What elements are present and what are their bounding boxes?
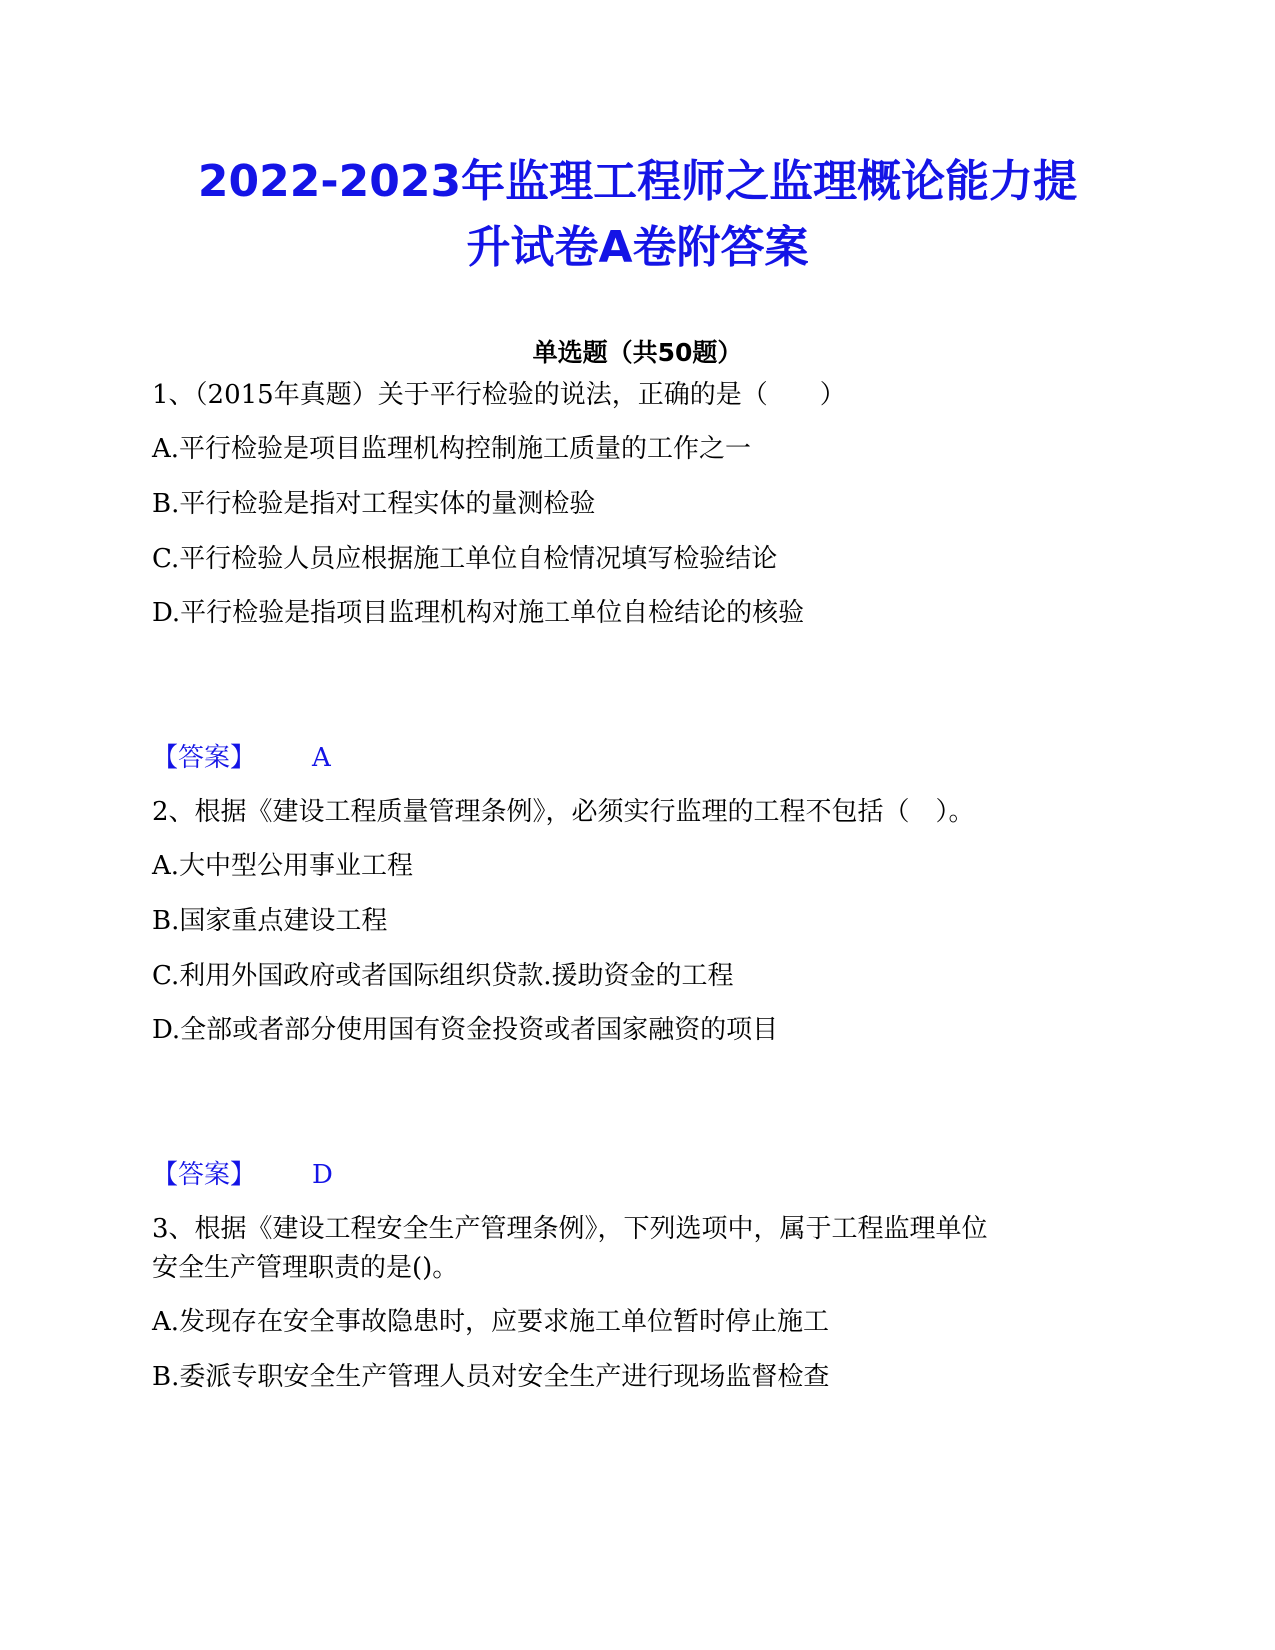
- question-1-option-b: B.平行检验是指对工程实体的量测检验: [152, 489, 596, 519]
- question-1-answer: [152, 740, 331, 776]
- title-line-2: 升试卷A卷附答案: [466, 222, 809, 273]
- answer-value: A: [312, 743, 331, 773]
- question-3-stem-line-2: 安全生产管理职责的是()。: [152, 1253, 459, 1283]
- question-1-option-c: C.平行检验人员应根据施工单位自检情况填写检验结论: [152, 544, 778, 574]
- question-1-option-a: A.平行检验是项目监理机构控制施工质量的工作之一: [152, 434, 752, 464]
- question-2-answer: [152, 1157, 333, 1193]
- question-2-option-a: A.大中型公用事业工程: [152, 851, 414, 881]
- question-2-option-d: D.全部或者部分使用国有资金投资或者国家融资的项目: [152, 1015, 779, 1045]
- question-1-option-d: D.平行检验是指项目监理机构对施工单位自检结论的核验: [152, 598, 805, 628]
- section-heading: 单选题（共50题）: [532, 338, 743, 367]
- question-3-option-b: B.委派专职安全生产管理人员对安全生产进行现场监督检查: [152, 1362, 830, 1392]
- question-3-stem-line-1: 3、根据《建设工程安全生产管理条例》，下列选项中，属于工程监理单位: [152, 1214, 988, 1244]
- question-2-option-b: B.国家重点建设工程: [152, 906, 388, 936]
- question-3-option-a: A.发现存在安全事故隐患时，应要求施工单位暂时停止施工: [152, 1307, 830, 1337]
- answer-value: D: [312, 1160, 333, 1190]
- answer-label: 【答案】: [152, 1160, 257, 1190]
- question-2-option-c: C.利用外国政府或者国际组织贷款.援助资金的工程: [152, 961, 734, 991]
- title-line-1: 2022-2023年监理工程师之监理概论能力提: [197, 156, 1078, 207]
- answer-label: 【答案】: [152, 743, 257, 773]
- question-1-stem: 1、（2015年真题）关于平行检验的说法，正确的是（ ）: [152, 380, 846, 410]
- question-2-stem: 2、根据《建设工程质量管理条例》，必须实行监理的工程不包括（ ）。: [152, 797, 975, 827]
- document-title: [120, 149, 1155, 281]
